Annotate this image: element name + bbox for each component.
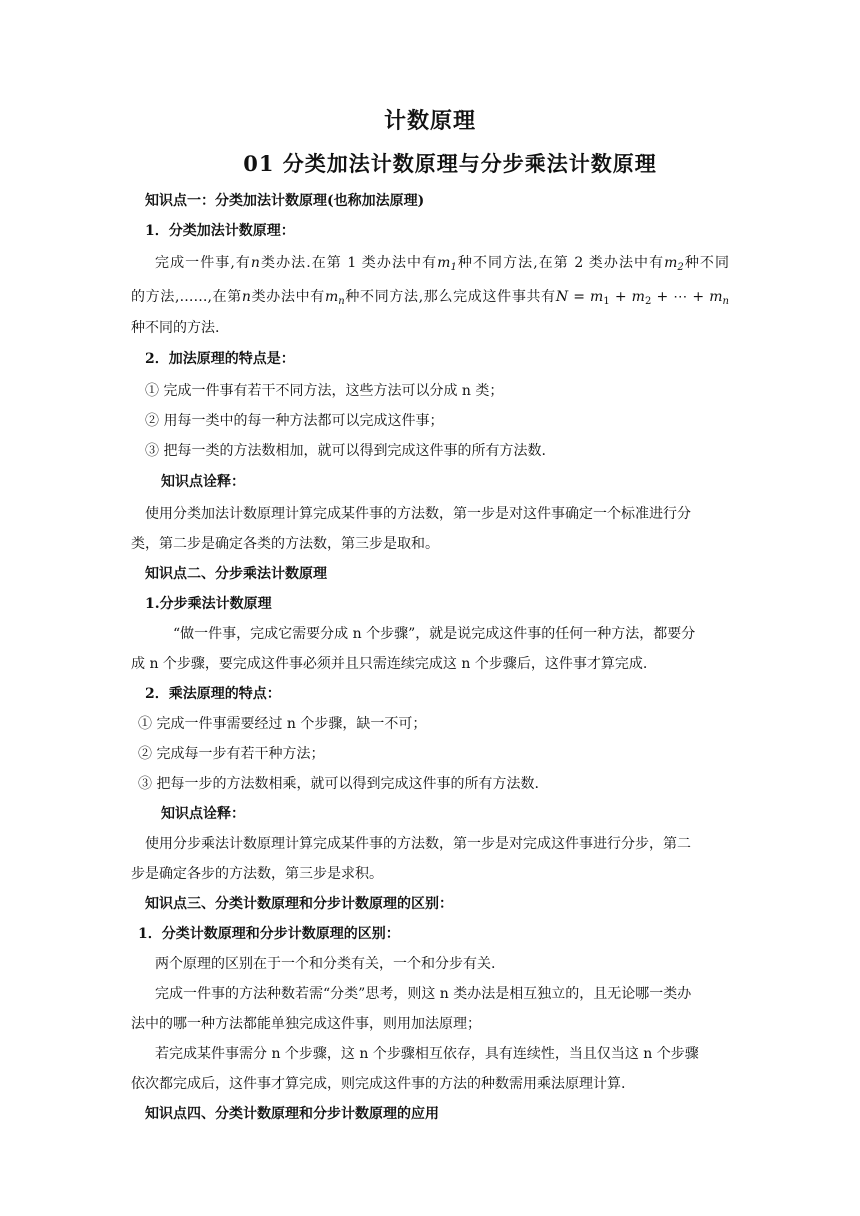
section2-point-1: ① 完成一件事需要经过 n 个步骤，缺一不可；	[138, 716, 427, 732]
section3-item1-title: 1．分类计数原理和分步计数原理的区别：	[138, 926, 400, 942]
section2-note-line1: 使用分步乘法计数原理计算完成某件事的方法数，第一步是对完成这件事进行分步，第二	[145, 836, 691, 852]
section2-para-line2: 成 n 个步骤，要完成这件事必须并且只需连续完成这 n 个步骤后，这件事才算完成.	[131, 656, 648, 672]
section2-item2-title: 2．乘法原理的特点：	[145, 686, 281, 702]
section1-item1-title: 1．分类加法计数原理：	[145, 223, 295, 239]
section1-heading: 知识点一：分类加法计数原理(也称加法原理)	[145, 193, 425, 209]
math-mn: $m_n$	[324, 289, 345, 307]
section1-note-line1: 使用分类加法计数原理计算完成某件事的方法数，第一步是对这件事确定一个标准进行分	[145, 506, 691, 522]
text-run: 类办法.在第 1 类办法中有	[259, 255, 438, 271]
text-run: 种不同方法,那么完成这件事共有	[344, 289, 556, 305]
section3-p2-line1: 完成一件事的方法种数若需“分类”思考，则这 n 类办法是相互独立的，且无论哪一类办	[155, 986, 692, 1002]
section3-p3-line1: 若完成某件事需分 n 个步骤，这 n 个步骤相互依存，具有连续性，当且仅当这 n 个步骤	[155, 1046, 699, 1062]
text-run: 类办法中有	[250, 289, 325, 305]
section1-note-line2: 类，第二步是确定各类的方法数，第三步是取和。	[131, 536, 439, 552]
section1-point-3: ③ 把每一类的方法数相加，就可以得到完成这件事的所有方法数.	[145, 443, 546, 459]
text-run: 的方法,……,在第	[131, 289, 242, 305]
section1-point-1: ① 完成一件事有若干不同方法，这些方法可以分成 n 类；	[145, 383, 504, 399]
section4-heading: 知识点四、分类计数原理和分步计数原理的应用	[145, 1106, 439, 1122]
section3-p3-line2: 依次都完成后，这件事才算完成，则完成这件事的方法的种数需用乘法原理计算.	[131, 1076, 626, 1092]
section2-point-3: ③ 把每一步的方法数相乘，就可以得到完成这件事的所有方法数.	[138, 776, 539, 792]
section2-note-line2: 步是确定各步的方法数，第三步是求积。	[131, 866, 383, 882]
text-run: 种不同	[683, 255, 729, 271]
text-run: 种不同方法,在第 2 类办法中有	[456, 255, 665, 271]
section1-para-line2	[131, 287, 729, 307]
section2-heading: 知识点二、分步乘法计数原理	[145, 566, 327, 582]
section1-note-title: 知识点诠释：	[161, 474, 245, 490]
math-n: n	[250, 255, 260, 271]
text-run: 完成一件事,有	[155, 255, 251, 271]
section1-point-2: ② 用每一类中的每一种方法都可以完成这件事；	[145, 413, 444, 429]
section3-p2-line2: 法中的哪一种方法都能单独完成这件事，则用加法原理；	[131, 1016, 481, 1032]
math-m2: $m_2$	[664, 255, 684, 273]
section1-para-line3: 种不同的方法.	[131, 320, 220, 336]
section1-item2-title: 2．加法原理的特点是：	[145, 351, 295, 367]
page-subtitle: 01 分类加法计数原理与分步乘法计数原理	[243, 151, 657, 176]
page-title: 计数原理	[383, 108, 476, 134]
sum-formula: $N = m_1 + m_2$ + ⋯ + $m_n$	[555, 289, 729, 307]
section2-item1-title: 1.分步乘法计数原理	[145, 596, 272, 612]
section2-point-2: ② 完成每一步有若干种方法；	[138, 746, 325, 762]
math-n: n	[241, 289, 251, 305]
section3-p1: 两个原理的区别在于一个和分类有关，一个和分步有关.	[155, 956, 496, 972]
math-m1: $m_1$	[437, 255, 457, 273]
section1-para-line1	[155, 253, 729, 273]
section2-note-title: 知识点诠释：	[161, 806, 245, 822]
section3-heading: 知识点三、分类计数原理和分步计数原理的区别：	[145, 896, 453, 912]
section2-para-line1: “做一件事，完成它需要分成 n 个步骤”，就是说完成这件事的任何一种方法，都要分	[173, 626, 696, 642]
